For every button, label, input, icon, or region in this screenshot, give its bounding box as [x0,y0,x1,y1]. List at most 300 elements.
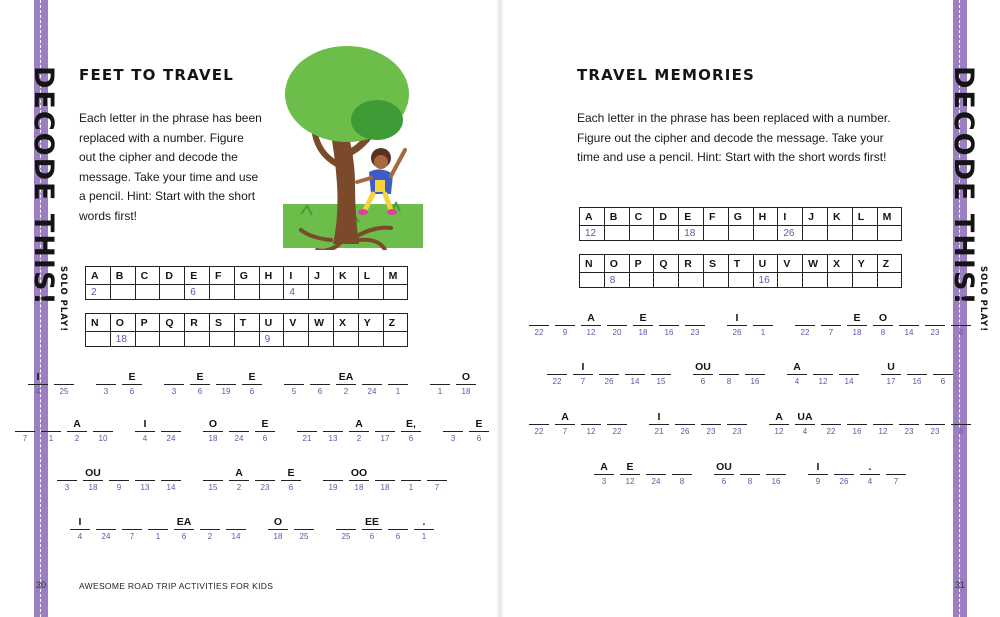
cipher-number[interactable] [135,285,160,300]
answer-line [401,431,421,432]
cipher-blank[interactable] [742,360,768,390]
answer-line [336,529,356,530]
answer-line [135,431,155,432]
cipher-blank[interactable] [922,311,948,341]
cipher-number[interactable] [383,332,408,347]
cipher-blank[interactable] [51,370,77,400]
cipher-letter: Z [877,255,902,273]
cipher-blank[interactable] [398,466,424,496]
code-number: 6 [700,377,706,386]
cipher-blank[interactable] [766,410,792,440]
code-number: 22 [800,328,810,337]
cipher-blank[interactable] [622,360,648,390]
given-letter: O [461,371,471,383]
answer-line [873,424,893,425]
code-number: 12 [625,477,635,486]
code-number: 5 [291,387,297,396]
given-letter: EA [176,516,192,528]
given-letter: E [248,371,256,383]
cipher-blank[interactable] [656,311,682,341]
answer-line [745,374,765,375]
cipher-blank[interactable] [682,311,708,341]
cipher-number[interactable] [827,273,852,288]
answer-line [620,474,640,475]
cipher-blank[interactable] [930,360,956,390]
code-number: 2 [207,532,213,541]
cipher-blank[interactable] [93,515,119,545]
cipher-blank[interactable] [320,417,346,447]
given-letter: EE [364,516,379,528]
cipher-letter: Y [358,314,383,332]
cipher-blank[interactable] [424,466,450,496]
cipher-number[interactable] [803,273,828,288]
cipher-number[interactable] [753,226,778,241]
cipher-blank[interactable] [792,311,818,341]
answer-line [933,374,953,375]
instruction-line: time and use a pencil. Hint: Start with the short words first! [577,150,887,164]
given-letter: . [422,516,426,528]
cipher-blank[interactable] [119,515,145,545]
code-number: 4 [142,434,148,443]
cipher-blank[interactable] [453,370,479,400]
cipher-number[interactable] [629,226,654,241]
cipher-number[interactable] [877,226,902,241]
cipher-blank[interactable] [158,417,184,447]
cipher-number[interactable] [333,285,358,300]
cipher-blank[interactable] [398,417,424,447]
side-subtitle: SOLO PLAY! [978,266,988,333]
code-number: 1 [421,532,427,541]
code-number: 6 [369,532,375,541]
answer-line [633,325,653,326]
cipher-blank[interactable] [750,311,776,341]
cipher-number[interactable] [383,285,408,300]
answer-line [795,424,815,425]
given-letter: O [878,312,888,324]
cipher-blank[interactable] [922,410,948,440]
given-letter: A [587,312,595,324]
answer-line [456,384,476,385]
answer-line [685,325,705,326]
cipher-blank[interactable] [346,466,372,496]
cipher-blank[interactable] [896,410,922,440]
code-number: 20 [612,328,622,337]
code-number: 4 [794,377,800,386]
code-number: 1 [155,532,161,541]
cipher-blank[interactable] [648,360,674,390]
cipher-blank[interactable] [252,417,278,447]
cipher-blank[interactable] [578,311,604,341]
cipher-blank[interactable] [333,515,359,545]
cipher-blank[interactable] [80,466,106,496]
cipher-blank[interactable] [805,460,831,490]
answer-line [255,431,275,432]
answer-line [625,374,645,375]
cipher-letter: T [728,255,753,273]
instruction-line: Each letter in the phrase has been [79,111,262,125]
answer-line [70,529,90,530]
code-number: 8 [679,477,685,486]
cipher-blank[interactable] [724,311,750,341]
given-letter: E [287,467,295,479]
cipher-blank[interactable] [372,417,398,447]
cipher-blank[interactable] [544,360,570,390]
cipher-number[interactable] [877,273,902,288]
cipher-blank[interactable] [200,417,226,447]
cipher-blank[interactable] [896,311,922,341]
cipher-number[interactable] [580,273,605,288]
cipher-number[interactable] [160,285,185,300]
cipher-blank[interactable] [591,460,617,490]
cipher-blank[interactable] [359,515,385,545]
answer-line [607,325,627,326]
answer-line [57,480,77,481]
answer-line [555,325,575,326]
cipher-blank[interactable] [64,417,90,447]
cipher-number[interactable] [778,273,803,288]
cipher-letter: L [358,267,383,285]
cipher-blank[interactable] [818,410,844,440]
answer-line [907,374,927,375]
given-letter: I [657,411,661,423]
code-number: 1 [760,328,766,337]
code-number: 24 [367,387,377,396]
cipher-letter: W [309,314,334,332]
cipher-blank[interactable] [265,515,291,545]
cipher-blank[interactable] [552,311,578,341]
answer-line [109,480,129,481]
cipher-blank[interactable] [643,460,669,490]
code-number: 3 [450,434,456,443]
cipher-blank[interactable] [346,417,372,447]
cipher-number[interactable] [728,273,753,288]
cipher-blank[interactable] [372,466,398,496]
cipher-blank[interactable] [630,311,656,341]
cipher-number[interactable] [654,226,679,241]
answer-line [821,325,841,326]
cipher-blank[interactable] [291,515,317,545]
cipher-blank[interactable] [578,410,604,440]
answer-line [651,374,671,375]
code-number: 13 [328,434,338,443]
code-number: 14 [904,328,914,337]
cipher-number[interactable] [728,226,753,241]
cipher-blank[interactable] [171,515,197,545]
code-number: 6 [476,434,482,443]
cipher-blank[interactable] [93,370,119,400]
cipher-number[interactable] [333,332,358,347]
cipher-blank[interactable] [385,515,411,545]
cipher-table-a-m [579,207,902,241]
answer-line [122,529,142,530]
cipher-blank[interactable] [12,417,38,447]
cipher-blank[interactable] [106,466,132,496]
cipher-number[interactable]: 4 [284,285,309,300]
tree-child-illustration [281,44,423,250]
given-letter: OU [85,467,101,479]
given-letter: E [853,312,861,324]
answer-line [229,431,249,432]
cipher-blank[interactable] [213,370,239,400]
cipher-blank[interactable] [161,370,187,400]
code-number: 23 [706,427,716,436]
cipher-number[interactable] [852,226,877,241]
code-number: 6 [940,377,946,386]
answer-line [573,374,593,375]
code-number: 3 [601,477,607,486]
cipher-blank[interactable] [226,417,252,447]
cipher-blank[interactable] [252,466,278,496]
answer-line [766,474,786,475]
cipher-number[interactable] [234,285,259,300]
given-letter: A [793,361,801,373]
cipher-blank[interactable] [223,515,249,545]
code-number: 25 [59,387,69,396]
answer-line [148,529,168,530]
code-number: 21 [302,434,312,443]
cipher-number[interactable] [358,285,383,300]
cipher-number[interactable] [654,273,679,288]
cipher-blank[interactable] [870,410,896,440]
cipher-blank[interactable] [646,410,672,440]
cipher-blank[interactable] [226,466,252,496]
cipher-number[interactable]: 18 [110,332,135,347]
answer-line [886,474,906,475]
cipher-letter: S [703,255,728,273]
cipher-letter: B [110,267,135,285]
cipher-number[interactable]: 8 [604,273,629,288]
cipher-number[interactable] [852,273,877,288]
cipher-blank[interactable] [737,460,763,490]
cipher-blank[interactable] [278,466,304,496]
cipher-blank[interactable] [724,410,750,440]
answer-line [795,325,815,326]
cipher-number[interactable] [629,273,654,288]
cipher-blank[interactable] [307,370,333,400]
cipher-blank[interactable] [672,410,698,440]
code-number: 16 [852,427,862,436]
cipher-letter: V [778,255,803,273]
given-letter: UA [797,411,813,423]
answer-line [769,424,789,425]
code-number: 13 [140,483,150,492]
cipher-blank[interactable] [145,515,171,545]
cipher-blank[interactable] [883,460,909,490]
cipher-blank[interactable] [200,466,226,496]
cipher-blank[interactable] [67,515,93,545]
right-page [500,0,1000,617]
cipher-blank[interactable] [359,370,385,400]
cipher-blank[interactable] [385,370,411,400]
code-number: 24 [651,477,661,486]
answer-line [821,424,841,425]
code-number: 24 [166,434,176,443]
cipher-blank[interactable] [878,360,904,390]
cipher-blank[interactable] [411,515,437,545]
code-number: 3 [64,483,70,492]
cipher-letter: A [86,267,111,285]
cipher-blank[interactable] [604,311,630,341]
cipher-blank[interactable] [239,370,265,400]
cipher-blank[interactable] [763,460,789,490]
cipher-number[interactable] [86,332,111,347]
cipher-blank[interactable] [197,515,223,545]
code-number: 2 [356,434,362,443]
answer-line [161,431,181,432]
answer-line [719,374,739,375]
puzzle-instructions [577,109,937,168]
cipher-blank[interactable] [810,360,836,390]
instruction-line: Figure out the cipher and decode the message. Take your [577,130,884,145]
cipher-blank[interactable] [90,417,116,447]
code-number: 4 [77,532,83,541]
cipher-number[interactable] [209,332,234,347]
cipher-blank[interactable] [596,360,622,390]
cipher-blank[interactable] [132,466,158,496]
code-number: 22 [826,427,836,436]
cipher-number[interactable] [160,332,185,347]
code-number: 1 [408,483,414,492]
answer-line [787,374,807,375]
answer-line [753,325,773,326]
cipher-number[interactable]: 6 [185,285,210,300]
cipher-blank[interactable] [792,410,818,440]
cipher-letter: S [209,314,234,332]
cipher-blank[interactable] [440,417,466,447]
answer-line [401,480,421,481]
code-number: 6 [197,387,203,396]
answer-line [430,384,450,385]
cipher-number[interactable] [827,226,852,241]
cipher-number[interactable] [185,332,210,347]
cipher-blank[interactable] [690,360,716,390]
cipher-letter: U [259,314,284,332]
cipher-blank[interactable] [119,370,145,400]
cipher-blank[interactable] [857,460,883,490]
code-number: 12 [818,377,828,386]
cipher-blank[interactable] [526,410,552,440]
cipher-number[interactable] [803,226,828,241]
code-number: 19 [221,387,231,396]
cipher-blank[interactable] [844,410,870,440]
cipher-blank[interactable] [320,466,346,496]
cipher-number[interactable] [679,273,704,288]
cipher-blank[interactable] [604,410,630,440]
cipher-blank[interactable] [948,410,974,440]
cipher-blank[interactable] [552,410,578,440]
given-letter: O [208,418,218,430]
cipher-number[interactable] [309,332,334,347]
cipher-blank[interactable] [818,311,844,341]
given-letter: E [626,461,634,473]
answer-line [135,480,155,481]
cipher-number[interactable] [209,285,234,300]
cipher-number[interactable]: 9 [259,332,284,347]
answer-line [83,480,103,481]
cipher-blank[interactable] [294,417,320,447]
cipher-blank[interactable] [570,360,596,390]
cipher-number[interactable] [110,285,135,300]
cipher-blank[interactable] [831,460,857,490]
cipher-number[interactable] [284,332,309,347]
cipher-blank[interactable] [25,370,51,400]
cipher-blank[interactable] [158,466,184,496]
cipher-blank[interactable] [669,460,695,490]
cipher-number[interactable] [259,285,284,300]
answer-line [161,480,181,481]
cipher-blank[interactable] [38,417,64,447]
cipher-blank[interactable] [948,311,974,341]
cipher-number[interactable] [234,332,259,347]
cipher-letter: E [185,267,210,285]
puzzle-heading: TRAVEL MEMORIES [577,66,756,84]
code-number: 18 [208,434,218,443]
cipher-blank[interactable] [526,311,552,341]
cipher-blank[interactable] [132,417,158,447]
cipher-blank[interactable] [784,360,810,390]
cipher-number[interactable]: 26 [778,226,803,241]
cipher-blank[interactable] [617,460,643,490]
cipher-number[interactable] [703,273,728,288]
answer-line [646,474,666,475]
cipher-letter: R [679,255,704,273]
cipher-number[interactable] [358,332,383,347]
answer-line [581,325,601,326]
cipher-number[interactable]: 12 [580,226,605,241]
cipher-letter: H [753,208,778,226]
answer-line [268,529,288,530]
cipher-blank[interactable] [698,410,724,440]
code-number: 24 [234,434,244,443]
cipher-blank[interactable] [427,370,453,400]
cipher-number[interactable] [135,332,160,347]
code-number: 3 [171,387,177,396]
code-number: 4 [35,387,41,396]
cipher-number[interactable]: 2 [86,285,111,300]
cipher-blank[interactable] [54,466,80,496]
answer-line [701,424,721,425]
code-number: 18 [461,387,471,396]
cipher-blank[interactable] [836,360,862,390]
cipher-letter: C [629,208,654,226]
cipher-number[interactable] [703,226,728,241]
code-number: 2 [343,387,349,396]
code-number: 21 [654,427,664,436]
cipher-number[interactable] [604,226,629,241]
cipher-number[interactable]: 16 [753,273,778,288]
cipher-blank[interactable] [281,370,307,400]
cipher-blank[interactable] [870,311,896,341]
cipher-number[interactable]: 18 [679,226,704,241]
code-number: 3 [103,387,109,396]
answer-line [200,529,220,530]
code-number: 2 [74,434,80,443]
cipher-blank[interactable] [333,370,359,400]
given-letter: I [816,461,820,473]
cipher-blank[interactable] [844,311,870,341]
cipher-blank[interactable] [716,360,742,390]
cipher-letter: H [259,267,284,285]
answer-line [323,431,343,432]
code-number: 23 [904,427,914,436]
cipher-blank[interactable] [711,460,737,490]
cipher-blank[interactable] [187,370,213,400]
given-letter: I [581,361,585,373]
cipher-number[interactable] [309,285,334,300]
cipher-blank[interactable] [466,417,492,447]
given-letter: O [273,516,283,528]
cipher-blank[interactable] [904,360,930,390]
